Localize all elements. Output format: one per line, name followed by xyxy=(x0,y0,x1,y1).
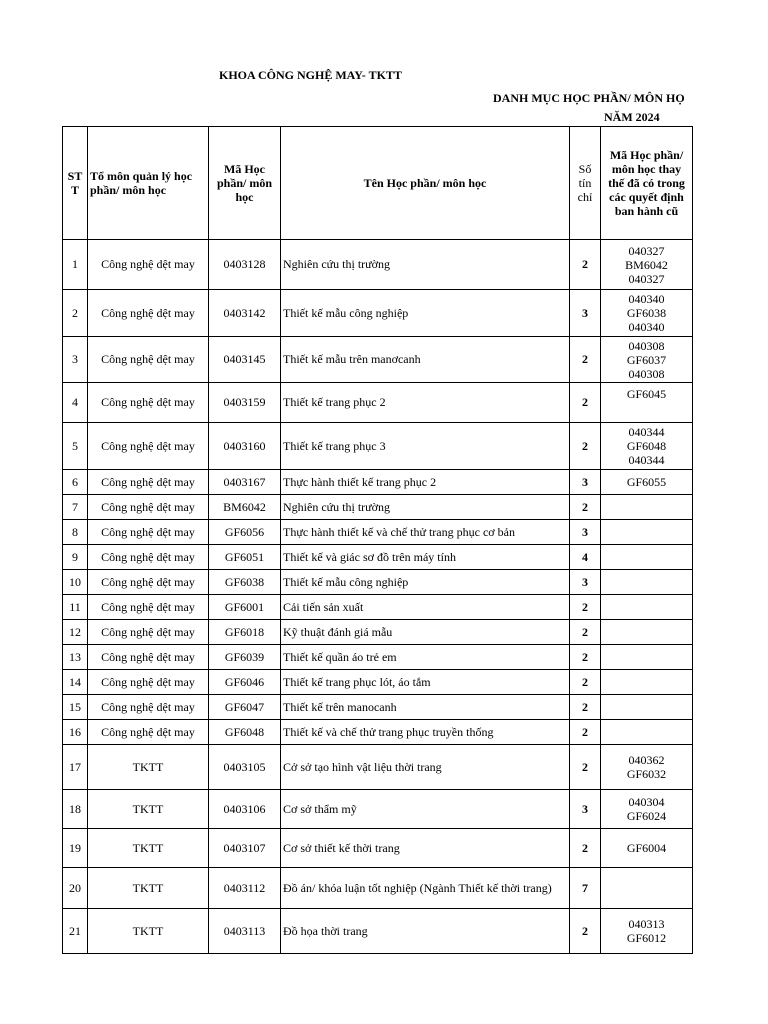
row-old-codes xyxy=(601,290,693,337)
row-stt: 8 xyxy=(63,520,88,545)
row-credits: 3 xyxy=(570,790,601,829)
row-name: Thiết kế trang phục lót, áo tắm xyxy=(281,670,570,695)
row-stt: 14 xyxy=(63,670,88,695)
row-code: BM6042 xyxy=(209,495,281,520)
row-credits: 2 xyxy=(570,337,601,383)
table-row xyxy=(63,545,693,570)
row-old-codes xyxy=(601,645,693,670)
row-old-codes xyxy=(601,470,693,495)
row-dept: Công nghệ dệt may xyxy=(88,570,209,595)
row-code: GF6051 xyxy=(209,545,281,570)
row-credits: 2 xyxy=(570,620,601,645)
table-row xyxy=(63,495,693,520)
row-stt: 12 xyxy=(63,620,88,645)
row-old-codes xyxy=(601,670,693,695)
row-code: GF6046 xyxy=(209,670,281,695)
row-old-codes xyxy=(601,720,693,745)
row-stt: 10 xyxy=(63,570,88,595)
row-name: Nghiên cứu thị trường xyxy=(281,495,570,520)
row-dept: Công nghệ dệt may xyxy=(88,595,209,620)
row-stt: 6 xyxy=(63,470,88,495)
table-row xyxy=(63,290,693,337)
row-name: Thực hành thiết kế trang phục 2 xyxy=(281,470,570,495)
row-old-codes xyxy=(601,595,693,620)
table-row xyxy=(63,790,693,829)
row-name: Thiết kế quần áo trẻ em xyxy=(281,645,570,670)
old-code: GF6004 xyxy=(626,841,667,855)
row-credits: 2 xyxy=(570,240,601,290)
row-stt: 9 xyxy=(63,545,88,570)
table-row xyxy=(63,383,693,423)
row-name: Cơ sở thiết kế thời trang xyxy=(281,829,570,868)
row-name: Cải tiến sản xuất xyxy=(281,595,570,620)
row-code: 0403167 xyxy=(209,470,281,495)
row-credits: 3 xyxy=(570,570,601,595)
table-row xyxy=(63,670,693,695)
row-old-codes xyxy=(601,620,693,645)
row-old-codes xyxy=(601,383,693,423)
row-credits: 3 xyxy=(570,290,601,337)
row-dept: Công nghệ dệt may xyxy=(88,495,209,520)
row-stt: 7 xyxy=(63,495,88,520)
row-dept: Công nghệ dệt may xyxy=(88,695,209,720)
old-code: GF6038 xyxy=(626,306,667,320)
row-code: 0403113 xyxy=(209,909,281,954)
row-dept: Công nghệ dệt may xyxy=(88,720,209,745)
row-stt: 21 xyxy=(63,909,88,954)
row-credits: 2 xyxy=(570,829,601,868)
row-code: 0403160 xyxy=(209,423,281,470)
row-code: GF6038 xyxy=(209,570,281,595)
row-credits: 3 xyxy=(570,470,601,495)
row-old-codes xyxy=(601,337,693,383)
row-old-codes xyxy=(601,695,693,720)
old-code: 040340 xyxy=(628,320,665,334)
old-code: GF6024 xyxy=(626,809,667,823)
row-code: 0403159 xyxy=(209,383,281,423)
table-row xyxy=(63,909,693,954)
row-credits: 2 xyxy=(570,495,601,520)
row-dept: TKTT xyxy=(88,790,209,829)
row-code: 0403128 xyxy=(209,240,281,290)
table-row xyxy=(63,423,693,470)
row-credits: 3 xyxy=(570,520,601,545)
row-stt: 1 xyxy=(63,240,88,290)
row-dept: TKTT xyxy=(88,909,209,954)
row-dept: Công nghệ dệt may xyxy=(88,383,209,423)
row-dept: Công nghệ dệt may xyxy=(88,645,209,670)
row-code: GF6001 xyxy=(209,595,281,620)
old-code: GF6045 xyxy=(626,387,667,401)
row-name: Nghiên cứu thị trường xyxy=(281,240,570,290)
row-code: 0403112 xyxy=(209,868,281,909)
row-code: 0403106 xyxy=(209,790,281,829)
row-name: Thiết kế trang phục 2 xyxy=(281,383,570,423)
row-dept: Công nghệ dệt may xyxy=(88,240,209,290)
row-code: 0403142 xyxy=(209,290,281,337)
row-dept: Công nghệ dệt may xyxy=(88,337,209,383)
row-code: 0403107 xyxy=(209,829,281,868)
row-old-codes xyxy=(601,520,693,545)
row-name: Thiết kế mẫu công nghiệp xyxy=(281,570,570,595)
table-row xyxy=(63,829,693,868)
row-credits: 2 xyxy=(570,909,601,954)
row-code: GF6018 xyxy=(209,620,281,645)
table-row xyxy=(63,595,693,620)
row-dept: Công nghệ dệt may xyxy=(88,545,209,570)
row-old-codes xyxy=(601,570,693,595)
table-row xyxy=(63,868,693,909)
row-credits: 2 xyxy=(570,423,601,470)
old-code: GF6037 xyxy=(626,352,667,367)
row-name: Kỹ thuật đánh giá mẫu xyxy=(281,620,570,645)
row-code: GF6048 xyxy=(209,720,281,745)
row-stt: 3 xyxy=(63,337,88,383)
col-credits-header: Số tín chỉ xyxy=(570,127,601,240)
row-old-codes xyxy=(601,423,693,470)
row-credits: 2 xyxy=(570,383,601,423)
row-stt: 5 xyxy=(63,423,88,470)
row-credits: 2 xyxy=(570,695,601,720)
table-row xyxy=(63,240,693,290)
old-code: 040362 xyxy=(628,753,665,767)
row-dept: Công nghệ dệt may xyxy=(88,470,209,495)
row-stt: 18 xyxy=(63,790,88,829)
row-name: Đồ án/ khóa luận tốt nghiệp (Ngành Thiết kế thời trang) xyxy=(281,868,570,909)
table-row xyxy=(63,470,693,495)
row-stt: 16 xyxy=(63,720,88,745)
row-name: Thực hành thiết kế và chế thử trang phục cơ bản xyxy=(281,520,570,545)
row-code: GF6056 xyxy=(209,520,281,545)
row-code: 0403145 xyxy=(209,337,281,383)
row-stt: 11 xyxy=(63,595,88,620)
old-code: GF6055 xyxy=(626,475,667,489)
row-old-codes xyxy=(601,909,693,954)
old-code: 040308 xyxy=(628,338,665,353)
row-name: Cơ sở thẩm mỹ xyxy=(281,790,570,829)
row-name: Thiết kế và chế thử trang phục truyền thống xyxy=(281,720,570,745)
old-code: 040327 xyxy=(628,271,665,286)
old-code: GF6032 xyxy=(626,767,667,781)
table-row xyxy=(63,745,693,790)
col-dept-header: Tổ môn quản lý học phần/ môn học xyxy=(88,127,209,240)
row-old-codes xyxy=(601,545,693,570)
row-dept: Công nghệ dệt may xyxy=(88,620,209,645)
col-stt-header: STT xyxy=(63,127,88,240)
row-stt: 2 xyxy=(63,290,88,337)
row-stt: 13 xyxy=(63,645,88,670)
row-dept: Công nghệ dệt may xyxy=(88,520,209,545)
row-name: Thiết kế mẫu trên manơcanh xyxy=(281,337,570,383)
row-code: GF6047 xyxy=(209,695,281,720)
col-old-codes-header: Mã Học phần/ môn học thay thế đã có trong các quyết định ban hành cũ xyxy=(601,127,693,240)
row-dept: TKTT xyxy=(88,868,209,909)
row-dept: Công nghệ dệt may xyxy=(88,290,209,337)
row-credits: 2 xyxy=(570,595,601,620)
table-row xyxy=(63,337,693,383)
row-name: Thiết kế trên manocanh xyxy=(281,695,570,720)
row-credits: 7 xyxy=(570,868,601,909)
row-credits: 2 xyxy=(570,720,601,745)
old-code: GF6012 xyxy=(626,931,667,945)
row-stt: 19 xyxy=(63,829,88,868)
row-name: Đồ họa thời trang xyxy=(281,909,570,954)
row-credits: 2 xyxy=(570,670,601,695)
table-row xyxy=(63,695,693,720)
old-code: 040340 xyxy=(628,292,665,306)
table-row xyxy=(63,570,693,595)
row-stt: 15 xyxy=(63,695,88,720)
row-stt: 20 xyxy=(63,868,88,909)
row-name: Cở sở tạo hình vật liệu thời trang xyxy=(281,745,570,790)
col-code-header: Mã Học phần/ môn học xyxy=(209,127,281,240)
old-code: 040308 xyxy=(628,366,665,381)
row-dept: TKTT xyxy=(88,745,209,790)
table-row xyxy=(63,520,693,545)
old-code: 040313 xyxy=(628,917,665,931)
row-credits: 2 xyxy=(570,745,601,790)
row-old-codes xyxy=(601,745,693,790)
row-credits: 2 xyxy=(570,645,601,670)
row-old-codes xyxy=(601,829,693,868)
row-name: Thiết kế mẫu công nghiệp xyxy=(281,290,570,337)
old-code: 040344 xyxy=(628,425,665,439)
row-code: GF6039 xyxy=(209,645,281,670)
old-code: 040304 xyxy=(628,795,665,809)
row-dept: TKTT xyxy=(88,829,209,868)
table-row xyxy=(63,620,693,645)
row-name: Thiết kế trang phục 3 xyxy=(281,423,570,470)
row-old-codes xyxy=(601,790,693,829)
row-dept: Công nghệ dệt may xyxy=(88,423,209,470)
department-heading: KHOA CÔNG NGHỆ MAY- TKTT xyxy=(219,68,402,82)
course-table xyxy=(62,126,693,954)
col-name-header: Tên Học phần/ môn học xyxy=(281,127,570,240)
old-code: 040344 xyxy=(628,453,665,467)
old-code: BM6042 xyxy=(625,257,668,272)
list-title: DANH MỤC HỌC PHẦN/ MÔN HỌ xyxy=(493,91,685,105)
old-code: 040327 xyxy=(628,243,665,258)
row-code: 0403105 xyxy=(209,745,281,790)
row-dept: Công nghệ dệt may xyxy=(88,670,209,695)
old-code: GF6048 xyxy=(626,439,667,453)
row-old-codes xyxy=(601,495,693,520)
row-old-codes xyxy=(601,868,693,909)
row-stt: 17 xyxy=(63,745,88,790)
row-credits: 4 xyxy=(570,545,601,570)
table-row xyxy=(63,645,693,670)
row-old-codes xyxy=(601,240,693,290)
table-row xyxy=(63,720,693,745)
year-heading: NĂM 2024 xyxy=(604,110,660,124)
row-stt: 4 xyxy=(63,383,88,423)
table-header-row xyxy=(63,127,693,240)
row-name: Thiết kế và giác sơ đồ trên máy tính xyxy=(281,545,570,570)
